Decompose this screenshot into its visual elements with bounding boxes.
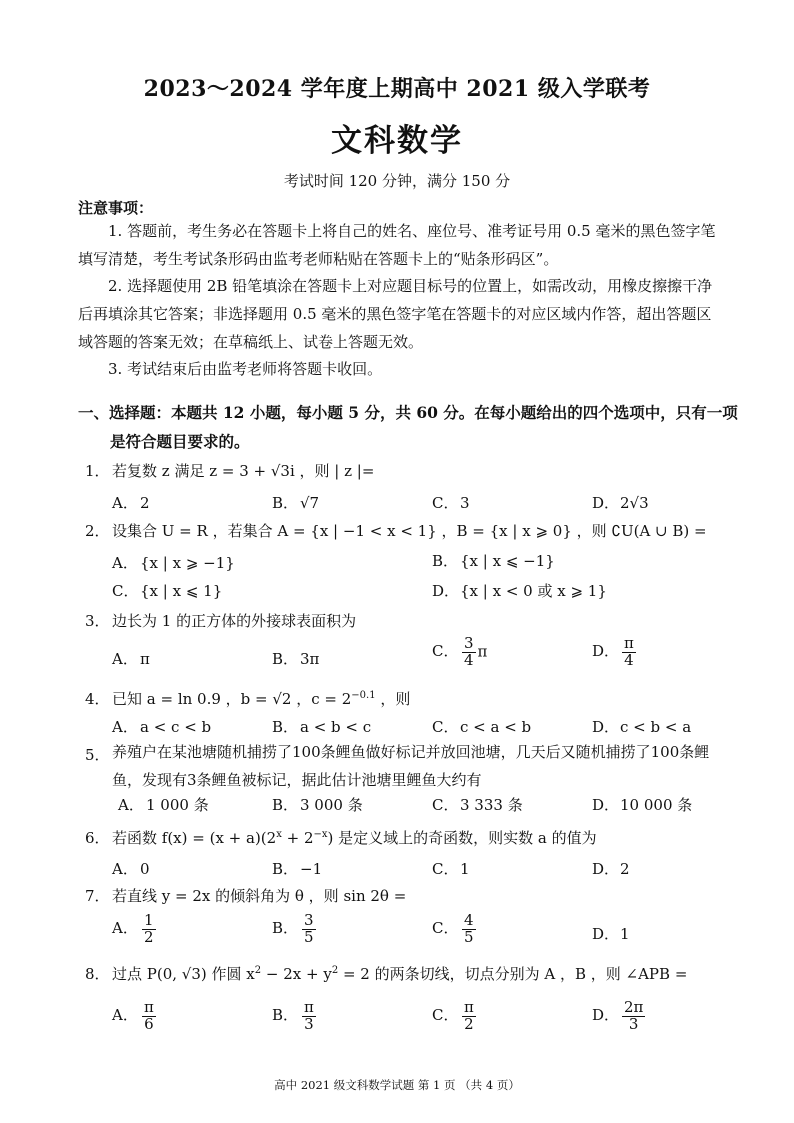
option-text: {x | x ⩾ −1} (140, 554, 235, 572)
option-label: D． (592, 796, 620, 814)
option (272, 794, 363, 815)
option (112, 1000, 158, 1033)
option (272, 858, 322, 879)
option-label: D． (592, 1006, 620, 1025)
option (432, 1000, 478, 1033)
option-label: D． (592, 494, 620, 512)
option-text: 3 000 条 (300, 796, 363, 814)
option (592, 794, 692, 815)
option-label: A． (112, 554, 138, 572)
option-text: 1 000 条 (146, 796, 209, 814)
option (112, 580, 222, 601)
option-label: A． (112, 718, 138, 736)
notice-item: 1. 答题前，考生务必在答题卡上将自己的姓名、座位号、准考证号用 0.5 毫米的黑色签字笔填写清楚，考生考试条形码由监考老师粘贴在答题卡上的“贴条形码区”。 (78, 222, 716, 268)
option-label: B． (432, 552, 459, 570)
fraction-denominator: 3 (304, 1014, 314, 1033)
fraction-numerator: 2π (624, 998, 644, 1016)
question-stem (112, 688, 410, 709)
fraction-denominator: 2 (464, 1014, 474, 1033)
option-label: C． (432, 1006, 459, 1025)
option (272, 716, 371, 737)
section-heading: 一、选择题：本题共 12 小题，每小题 5 分，共 60 分。在每小题给出的四个选项中，只有一项是符合题目要求的。 (78, 403, 738, 451)
option (432, 794, 523, 815)
subject-title: 文科数学 (331, 123, 463, 159)
question-stem: 若直线 y = 2x 的倾斜角为 θ ，则 sin 2θ = (112, 887, 407, 905)
option (432, 492, 470, 513)
fraction-numerator: π (624, 634, 634, 652)
question-number: 2． (85, 522, 110, 540)
option-text: 2√3 (620, 494, 649, 512)
notice-title: 注意事项： (78, 199, 154, 217)
exponent: 2 (331, 965, 339, 976)
option-label: A． (112, 860, 138, 878)
option-text: −1 (300, 860, 323, 878)
exponent: 2 (254, 965, 262, 976)
question-stem: 养殖户在某池塘随机捕捞了100条鲤鱼做好标记并放回池塘，几天后又随机捕捞了100条鲤鱼，发现有3条鲤鱼被标记，据此估计池塘里鲤鱼大约有 (112, 743, 710, 789)
option-label: C． (432, 919, 459, 938)
question-stem: 设集合 U = R ，若集合 A = {x | −1 < x < 1} ，B = {x | x ⩾ 0} ，则 ∁U(A ∪ B) = (112, 522, 707, 540)
option (272, 913, 318, 946)
option (112, 492, 150, 513)
option (112, 913, 158, 946)
fraction-denominator: 6 (144, 1014, 154, 1033)
option (112, 648, 150, 669)
fraction-numerator: 3 (304, 911, 314, 929)
option (592, 923, 630, 944)
option-text: 10 000 条 (620, 796, 693, 814)
notice-item: 2. 选择题使用 2B 铅笔填涂在答题卡上对应题目标号的位置上，如需改动，用橡皮擦擦干净后再填涂其它答案；非选择题用 0.5 毫米的黑色签字笔在答题卡的对应区域内作答，超出答题区域答题的答案无效；在草稿纸上、试卷上答题无效。 (78, 277, 713, 351)
option-label: D． (432, 582, 460, 600)
page-footer: 高中 2021 级文科数学试题 第 1 页 （共 4 页） (274, 1078, 520, 1092)
option (592, 858, 630, 879)
option (112, 716, 211, 737)
stem-part: ) 是定义域上的奇函数，则实数 a 的值为 (327, 829, 597, 847)
option-label: C． (432, 642, 459, 661)
question-number: 5． (85, 746, 110, 764)
option-label: D． (592, 925, 620, 943)
exponent: x (276, 829, 282, 840)
option (432, 716, 531, 737)
question-stem: 边长为 1 的正方体的外接球表面积为 (112, 612, 357, 630)
option-text: {x | x < 0 或 x ⩾ 1} (460, 582, 607, 600)
option-text: π (140, 650, 150, 668)
question-number: 3． (85, 612, 110, 630)
option-label: A． (112, 494, 138, 512)
option-text: 0 (140, 860, 150, 878)
option-label: B． (272, 860, 299, 878)
option-text: 3 333 条 (460, 796, 523, 814)
stem-part: 已知 a = ln 0.9 ，b = √2 ，c = 2 (112, 690, 352, 708)
option (432, 580, 607, 601)
stem-part: = 2 的两条切线，切点分别为 A ，B ，则 ∠APB = (338, 965, 688, 983)
option-label: B． (272, 1006, 299, 1025)
option-label: A． (118, 796, 144, 814)
fraction-numerator: 1 (144, 911, 154, 929)
fraction (302, 913, 316, 946)
option-text: 3 (460, 494, 470, 512)
option-label: A． (112, 919, 138, 938)
option (592, 1000, 647, 1033)
option-text: 3π (300, 650, 320, 668)
option-label: A． (112, 1006, 138, 1025)
option-label: C． (432, 796, 459, 814)
question-stem (112, 963, 687, 984)
fraction (462, 913, 476, 946)
option-text: 2 (140, 494, 150, 512)
option-label: B． (272, 494, 299, 512)
stem-part: 过点 P(0, √3) 作圆 x (112, 965, 255, 983)
question-number: 4． (85, 690, 110, 708)
option-label: D． (592, 860, 620, 878)
option (592, 492, 649, 513)
exam-info: 考试时间 120 分钟，满分 150 分 (283, 172, 511, 190)
option-label: C． (432, 718, 459, 736)
fraction-numerator: 3 (464, 634, 474, 652)
question-stem (112, 827, 597, 848)
fraction (142, 913, 156, 946)
option-text: a < b < c (300, 718, 372, 736)
stem-part: + 2 (281, 829, 314, 847)
option (272, 492, 319, 513)
option (592, 636, 638, 669)
exponent: −x (313, 829, 328, 840)
option-label: D． (592, 718, 620, 736)
exponent: −0.1 (351, 690, 376, 701)
fraction (462, 1000, 476, 1033)
fraction-denominator: 4 (624, 650, 634, 669)
fraction-denominator: 4 (464, 650, 474, 669)
question-stem: 若复数 z 满足 z = 3 + √3i ，则 | z |= (112, 462, 375, 480)
option-text: {x | x ⩽ −1} (460, 552, 555, 570)
stem-part: ，则 (375, 690, 411, 708)
option-label: D． (592, 642, 620, 661)
fraction-denominator: 5 (304, 927, 314, 946)
option-text: 2 (620, 860, 630, 878)
option (272, 1000, 318, 1033)
fraction-denominator: 2 (144, 927, 154, 946)
fraction (462, 636, 476, 669)
stem-part: 若函数 f(x) = (x + a)(2 (112, 829, 277, 847)
option (118, 794, 209, 815)
option-label: C． (112, 582, 139, 600)
option-text: c < a < b (460, 718, 532, 736)
notice-item: 3. 考试结束后由监考老师将答题卡收回。 (108, 360, 383, 378)
option (432, 913, 478, 946)
fraction (302, 1000, 316, 1033)
option (592, 716, 691, 737)
fraction-denominator: 3 (628, 1014, 639, 1033)
option-text: π (477, 642, 488, 661)
fraction (622, 1000, 645, 1033)
option (432, 636, 487, 669)
fraction-numerator: π (464, 998, 474, 1016)
fraction-numerator: π (144, 998, 154, 1016)
option (432, 550, 555, 571)
fraction (622, 636, 636, 669)
option-label: C． (432, 860, 459, 878)
question-number: 8． (85, 965, 110, 983)
option-text: 1 (620, 925, 630, 943)
option-text: 1 (460, 860, 470, 878)
option-label: B． (272, 919, 299, 938)
option (112, 858, 150, 879)
fraction (142, 1000, 156, 1033)
option (112, 552, 235, 573)
stem-part: − 2x + y (261, 965, 332, 983)
option-text: {x | x ⩽ 1} (140, 582, 223, 600)
option-label: A． (112, 650, 138, 668)
option-text: √7 (300, 494, 320, 512)
option-text: c < b < a (620, 718, 692, 736)
question-number: 6． (85, 829, 110, 847)
fraction-numerator: 4 (464, 911, 474, 929)
option (272, 648, 319, 669)
fraction-denominator: 5 (464, 927, 474, 946)
question-number: 7． (85, 887, 110, 905)
option-label: C． (432, 494, 459, 512)
option-label: B． (272, 796, 299, 814)
question-number: 1． (85, 462, 110, 480)
fraction-numerator: π (304, 998, 314, 1016)
option (432, 858, 470, 879)
option-label: B． (272, 650, 299, 668)
option-label: B． (272, 718, 299, 736)
exam-title: 2023～2024 学年度上期高中 2021 级入学联考 (143, 76, 651, 102)
option-text: a < c < b (140, 718, 212, 736)
